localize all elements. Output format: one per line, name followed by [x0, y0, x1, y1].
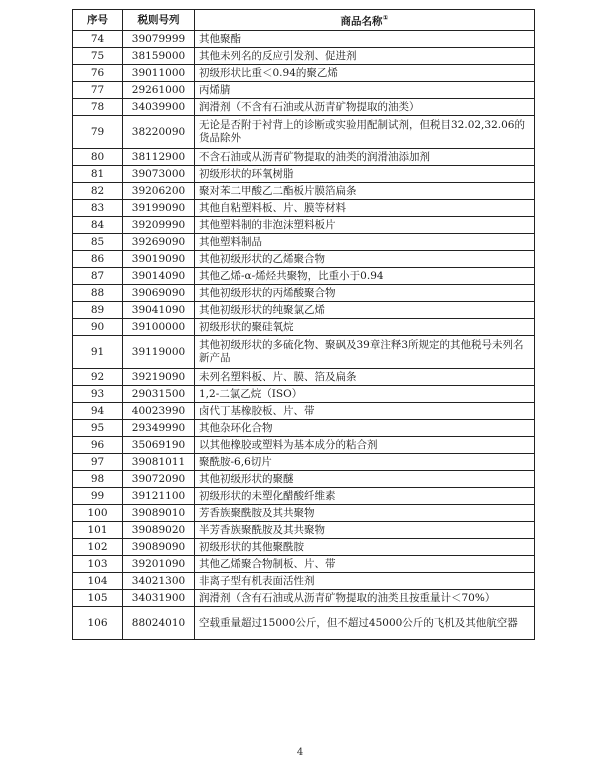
- row-name: 初级形状的环氧树脂: [195, 166, 535, 183]
- table-row: [73, 488, 535, 505]
- table-row: [73, 386, 535, 403]
- row-code: 34031900: [123, 590, 195, 607]
- row-number: 89: [73, 302, 123, 319]
- row-name: 空载重量超过15000公斤，但不超过45000公斤的飞机及其他航空器: [195, 607, 535, 640]
- row-code: 88024010: [123, 607, 195, 640]
- row-number: 83: [73, 200, 123, 217]
- table-row: [73, 31, 535, 48]
- row-code: 35069190: [123, 437, 195, 454]
- table-row: [73, 183, 535, 200]
- row-code: 39121100: [123, 488, 195, 505]
- row-name: 其他聚酯: [195, 31, 535, 48]
- table-row: [73, 505, 535, 522]
- table-row: [73, 217, 535, 234]
- row-number: 76: [73, 65, 123, 82]
- row-name: 其他未列名的反应引发剂、促进剂: [195, 48, 535, 65]
- row-code: 29349990: [123, 420, 195, 437]
- row-code: 39219090: [123, 369, 195, 386]
- row-code: 39073000: [123, 166, 195, 183]
- table-row: [73, 82, 535, 99]
- row-code: 38112900: [123, 149, 195, 166]
- row-number: 97: [73, 454, 123, 471]
- table-body: [73, 31, 535, 640]
- table-row: [73, 336, 535, 369]
- row-name: 其他初级形状的多硫化物、聚砜及39章注释3所规定的其他税号未列名新产品: [195, 336, 535, 369]
- row-name: 其他初级形状的聚醚: [195, 471, 535, 488]
- row-number: 91: [73, 336, 123, 369]
- row-number: 93: [73, 386, 123, 403]
- table-row: [73, 149, 535, 166]
- table-row: [73, 99, 535, 116]
- row-name: 未列名塑料板、片、膜、箔及扁条: [195, 369, 535, 386]
- row-name: 不含石油或从沥青矿物提取的油类的润滑油添加剂: [195, 149, 535, 166]
- row-code: 39089010: [123, 505, 195, 522]
- row-code: 39079999: [123, 31, 195, 48]
- header-footnote-mark: ①: [382, 13, 389, 22]
- table-row: [73, 65, 535, 82]
- table-row: [73, 539, 535, 556]
- row-number: 106: [73, 607, 123, 640]
- row-name: 其他杂环化合物: [195, 420, 535, 437]
- row-number: 80: [73, 149, 123, 166]
- table-row: [73, 590, 535, 607]
- row-name: 润滑剂（含有石油或从沥青矿物提取的油类且按重量计＜70%）: [195, 590, 535, 607]
- table-row: [73, 420, 535, 437]
- row-code: 40023990: [123, 403, 195, 420]
- table-row: [73, 403, 535, 420]
- row-number: 104: [73, 573, 123, 590]
- table-row: [73, 471, 535, 488]
- row-number: 82: [73, 183, 123, 200]
- row-number: 87: [73, 268, 123, 285]
- row-name: 其他自粘塑料板、片、膜等材料: [195, 200, 535, 217]
- table-row: [73, 116, 535, 149]
- row-number: 74: [73, 31, 123, 48]
- row-code: 38159000: [123, 48, 195, 65]
- row-number: 98: [73, 471, 123, 488]
- row-code: 39201090: [123, 556, 195, 573]
- row-code: 34039900: [123, 99, 195, 116]
- row-code: 39089020: [123, 522, 195, 539]
- table-row: [73, 285, 535, 302]
- row-name: 无论是否附于衬背上的诊断或实验用配制试剂，但税目32.02,32.06的货品除外: [195, 116, 535, 149]
- table-row: [73, 268, 535, 285]
- row-name: 半芳香族聚酰胺及其共聚物: [195, 522, 535, 539]
- header-code: 税则号列: [123, 10, 195, 31]
- row-number: 92: [73, 369, 123, 386]
- table-row: [73, 556, 535, 573]
- row-number: 103: [73, 556, 123, 573]
- row-code: 39019090: [123, 251, 195, 268]
- table-header-row: [73, 10, 535, 31]
- row-code: 39209990: [123, 217, 195, 234]
- page-number: 4: [296, 747, 304, 758]
- row-name: 其他初级形状的乙烯聚合物: [195, 251, 535, 268]
- row-number: 90: [73, 319, 123, 336]
- row-name: 丙烯腈: [195, 82, 535, 99]
- row-name: 其他初级形状的纯聚氯乙烯: [195, 302, 535, 319]
- row-name: 聚对苯二甲酸乙二酯板片膜箔扁条: [195, 183, 535, 200]
- row-number: 102: [73, 539, 123, 556]
- table-row: [73, 437, 535, 454]
- table-row: [73, 573, 535, 590]
- row-code: 39199090: [123, 200, 195, 217]
- row-name: 聚酰胺-6,6切片: [195, 454, 535, 471]
- row-name: 1,2-二氯乙烷（ISO）: [195, 386, 535, 403]
- row-name: 其他塑料制品: [195, 234, 535, 251]
- row-number: 78: [73, 99, 123, 116]
- header-name-label: 商品名称: [340, 15, 383, 28]
- row-name: 以其他橡胶或塑料为基本成分的粘合剂: [195, 437, 535, 454]
- row-code: 39119000: [123, 336, 195, 369]
- row-code: 39269090: [123, 234, 195, 251]
- table-row: [73, 234, 535, 251]
- row-name: 初级形状的聚硅氧烷: [195, 319, 535, 336]
- row-code: 38220090: [123, 116, 195, 149]
- row-number: 77: [73, 82, 123, 99]
- row-number: 105: [73, 590, 123, 607]
- tariff-table: [72, 9, 535, 640]
- row-name: 其他初级形状的丙烯酸聚合物: [195, 285, 535, 302]
- table-row: [73, 319, 535, 336]
- row-code: 39206200: [123, 183, 195, 200]
- row-code: 39100000: [123, 319, 195, 336]
- row-code: 39041090: [123, 302, 195, 319]
- row-name: 初级形状的其他聚酰胺: [195, 539, 535, 556]
- row-number: 85: [73, 234, 123, 251]
- row-name: 初级形状比重＜0.94的聚乙烯: [195, 65, 535, 82]
- table-row: [73, 166, 535, 183]
- table-row: [73, 48, 535, 65]
- row-name: 其他塑料制的非泡沫塑料板片: [195, 217, 535, 234]
- row-number: 86: [73, 251, 123, 268]
- row-code: 29261000: [123, 82, 195, 99]
- header-seq: 序号: [73, 10, 123, 31]
- row-name: 润滑剂（不含有石油或从沥青矿物提取的油类）: [195, 99, 535, 116]
- row-number: 81: [73, 166, 123, 183]
- row-number: 95: [73, 420, 123, 437]
- row-code: 39089090: [123, 539, 195, 556]
- row-name: 其他乙烯聚合物制板、片、带: [195, 556, 535, 573]
- row-code: 39011000: [123, 65, 195, 82]
- row-code: 39081011: [123, 454, 195, 471]
- row-name: 初级形状的未塑化醋酸纤维素: [195, 488, 535, 505]
- row-number: 99: [73, 488, 123, 505]
- row-code: 29031500: [123, 386, 195, 403]
- table-row: [73, 607, 535, 640]
- row-name: 芳香族聚酰胺及其共聚物: [195, 505, 535, 522]
- table-row: [73, 200, 535, 217]
- row-name: 其他乙烯-α-烯烃共聚物，比重小于0.94: [195, 268, 535, 285]
- row-number: 94: [73, 403, 123, 420]
- row-name: 卤代丁基橡胶板、片、带: [195, 403, 535, 420]
- row-number: 100: [73, 505, 123, 522]
- table-row: [73, 251, 535, 268]
- row-number: 84: [73, 217, 123, 234]
- row-code: 39072090: [123, 471, 195, 488]
- table-row: [73, 454, 535, 471]
- table-row: [73, 369, 535, 386]
- header-name: [195, 10, 535, 31]
- table-row: [73, 302, 535, 319]
- row-code: 39069090: [123, 285, 195, 302]
- row-number: 88: [73, 285, 123, 302]
- row-number: 75: [73, 48, 123, 65]
- row-name: 非离子型有机表面活性剂: [195, 573, 535, 590]
- table-row: [73, 522, 535, 539]
- row-number: 96: [73, 437, 123, 454]
- row-code: 39014090: [123, 268, 195, 285]
- row-number: 79: [73, 116, 123, 149]
- row-code: 34021300: [123, 573, 195, 590]
- row-number: 101: [73, 522, 123, 539]
